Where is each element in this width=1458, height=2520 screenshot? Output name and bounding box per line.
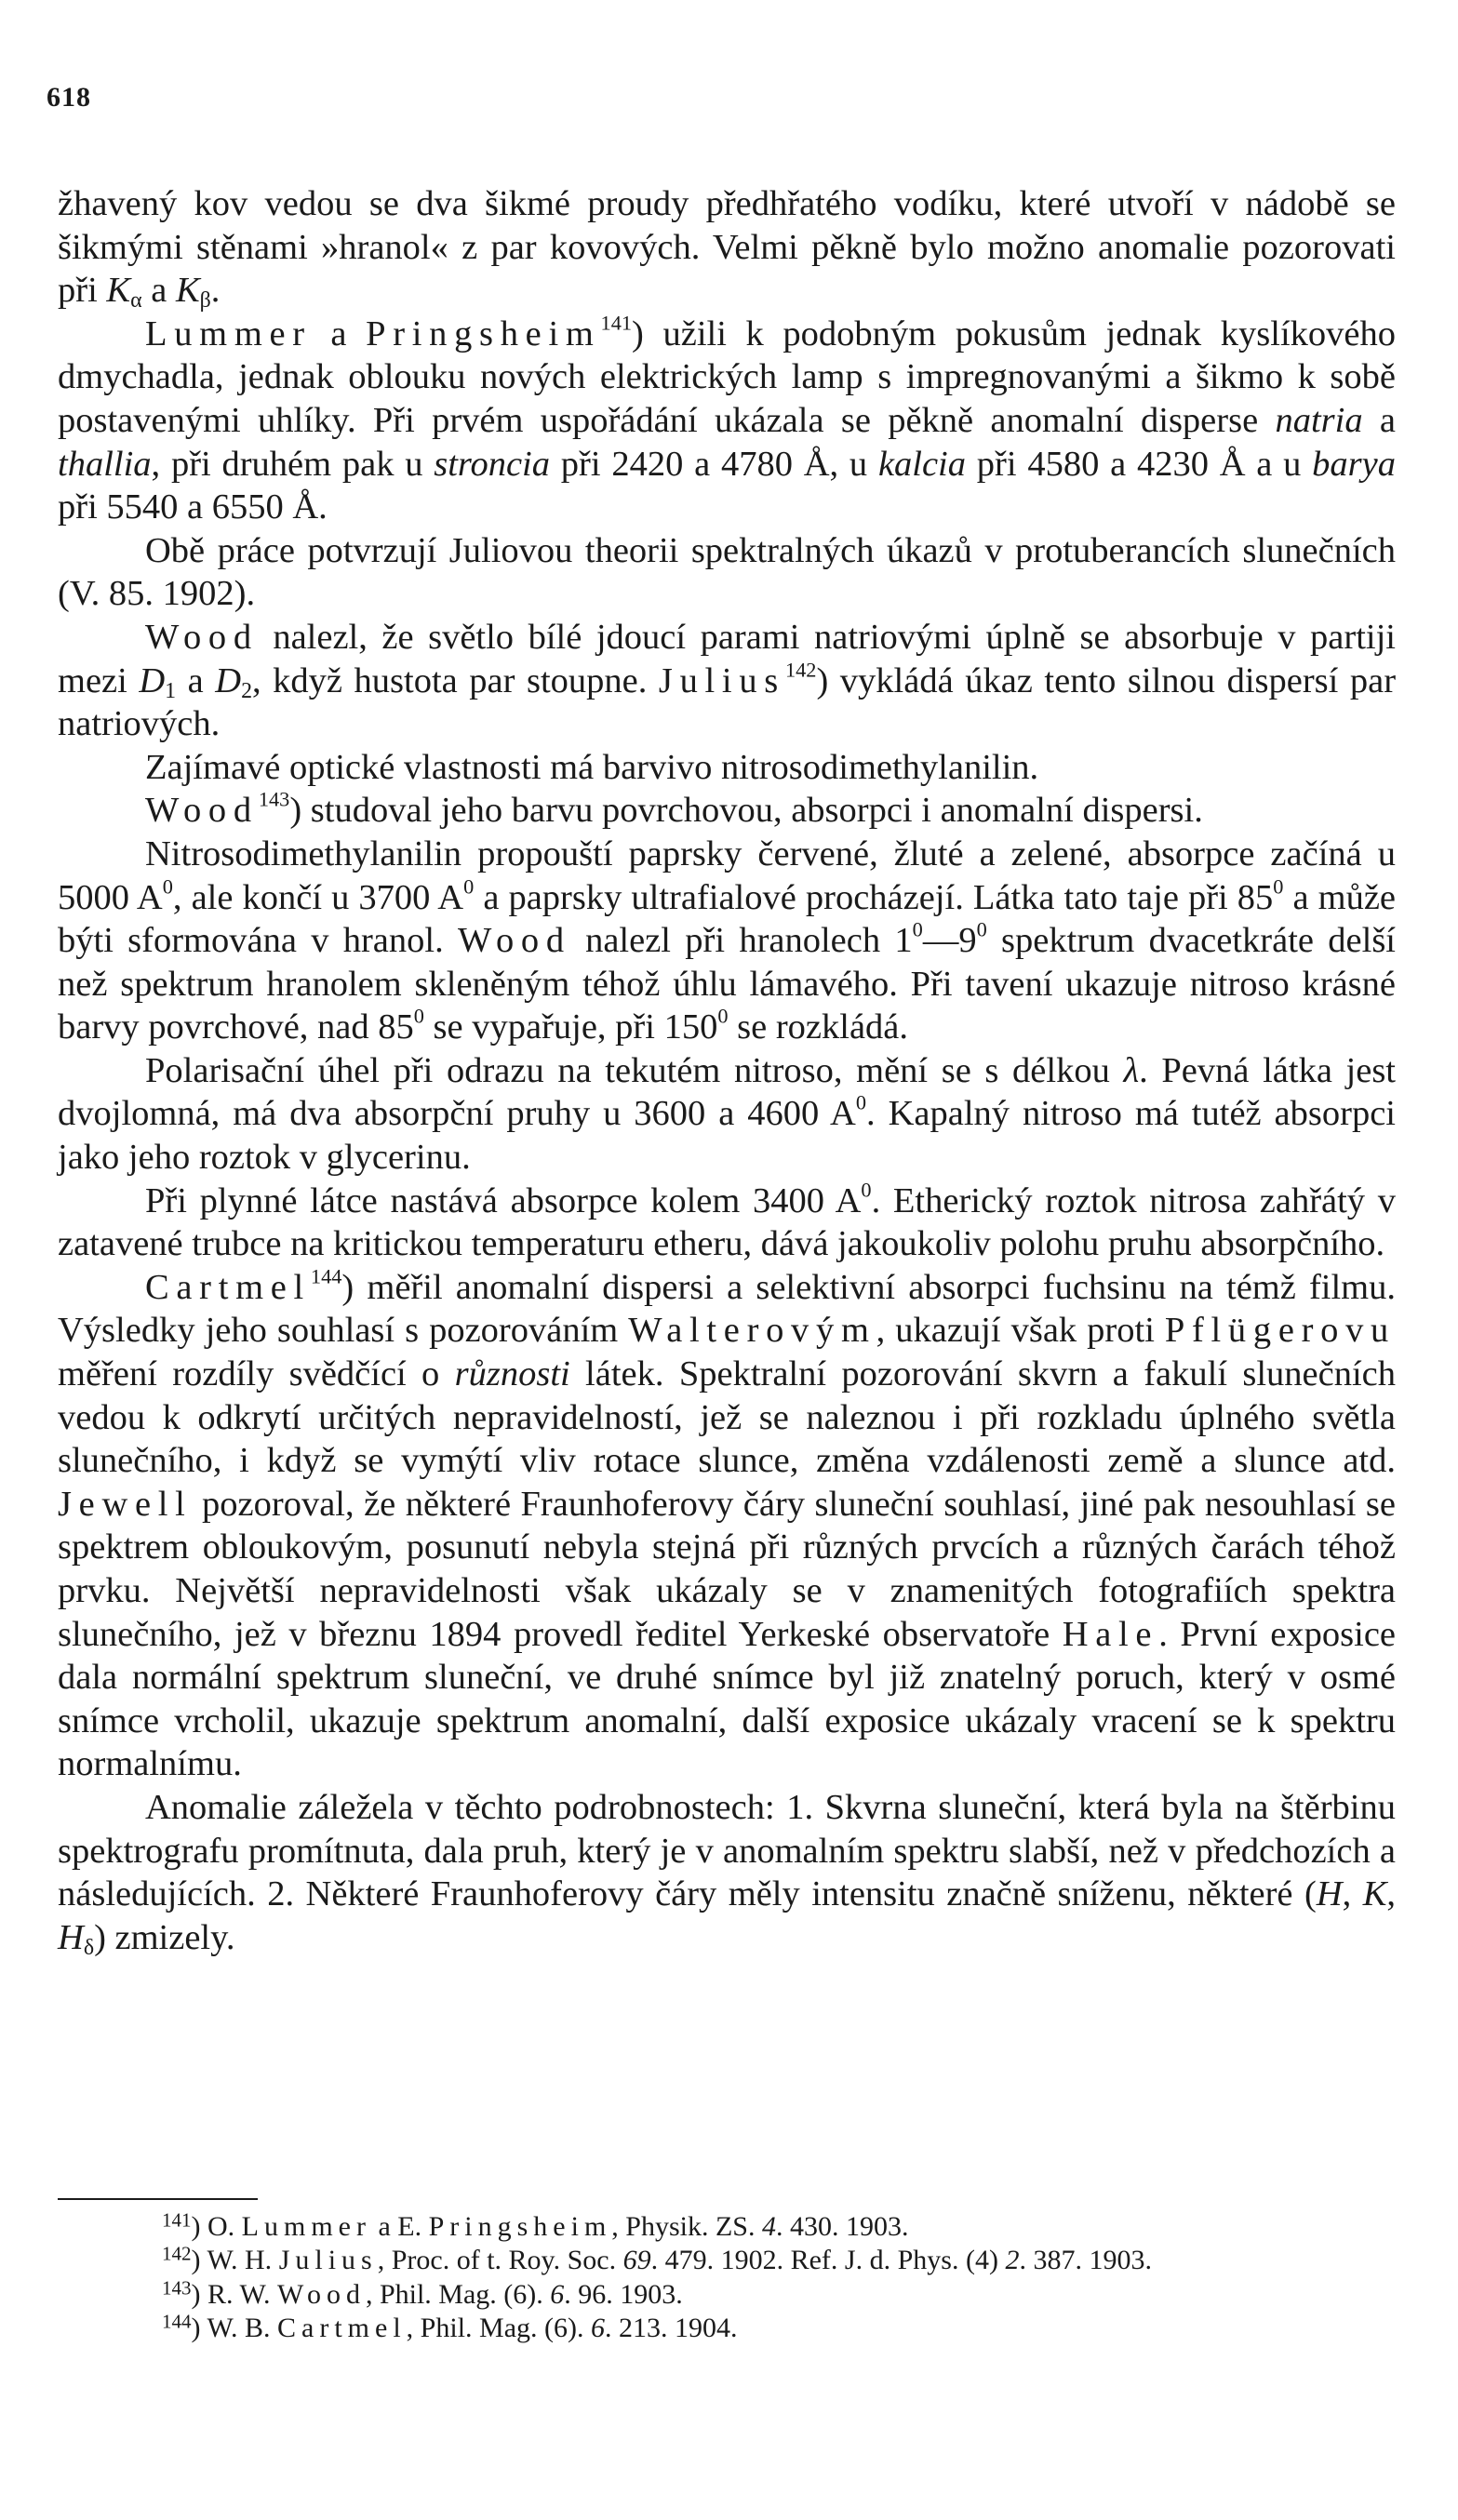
text-run: . 387. 1903. (1019, 2245, 1152, 2276)
text-run: , když hustota par stoupne. (252, 660, 659, 700)
text-run: 4 (762, 2211, 776, 2242)
text-run: Nitrosodimethylanilin propouští paprsky červené, žluté a zelené, absorpce začíná u 5000 A (58, 833, 1396, 917)
text-run: a (141, 271, 176, 311)
text-run: a E. (370, 2211, 429, 2242)
text-run: kalcia (877, 444, 967, 484)
text-run: , Proc. of t. Roy. Soc. (377, 2245, 623, 2276)
text-run: Při plynné látce nastává absorpce kolem 3400 A (145, 1180, 862, 1220)
text-run: pozoroval, že některé Fraunhoferovy čáry sluneční souhlasí, jiné pak nesouhlasí se spektrem obloukovým, posunutí nebyla stejná při různých prvcích a různých čarách téhož prvku. Největší nepravidelnosti však ukázaly se v znamenitých fotografiích spektra slunečního, jež v březnu 1894 provedl ředitel Yerkeské observatoře (58, 1484, 1396, 1654)
text-run: , ukazují však proti (876, 1311, 1165, 1351)
text-run: Lummer (145, 313, 312, 353)
footnote (58, 2312, 1396, 2345)
text-run: se rozkládá. (728, 1007, 908, 1047)
text-run: 0 (855, 1090, 867, 1114)
text-run: 0 (717, 1004, 729, 1028)
text-run: 142 (784, 657, 817, 681)
text-run: a paprsky ultrafialové procházejí. Látka tato taje při 85 (474, 877, 1274, 917)
text-run: 0 (1273, 873, 1284, 898)
text-run: spektrum dvacetkráte delší než spektrum hranolem skleněným téhož úhlu lámavého. Při tavení ukazuje nitroso krásné barvy povrchové, nad 85 (58, 921, 1396, 1047)
text-run: . Pevná látka jest dvojlomná, má dva absorpční pruhy u 3600 a 4600 A (58, 1050, 1396, 1134)
text-run: Zajímavé optické vlastnosti má barvivo nitrosodimethylanilin. (145, 747, 1039, 787)
text-run: , Physik. ZS. (611, 2211, 762, 2242)
paragraph (58, 182, 1396, 313)
text-run: Cartmel (145, 1267, 311, 1307)
text-run: . První exposice dala normální spektrum sluneční, ve druhé snímce byl již znatelný poruch, který v osmé snímce vrcholil, ukazuje spektrum anomalní, další exposice ukázaly vracení se k spektru normalnímu. (58, 1614, 1396, 1784)
page-number: 618 (47, 82, 91, 113)
footnote (58, 2210, 1396, 2244)
text-run: H (58, 1917, 84, 1957)
footnote (58, 2244, 1396, 2277)
text-run: Anomalie záležela v těchto podrobnostech: 1. Skvrna sluneční, která byla na štěrbinu spektrografu promítnuta, dala pruh, který je v anomalním spektru slabší, než v předchozích a následujících. 2. Některé Fraunhoferovy čáry měly intensitu značně sníženu, některé ( (58, 1787, 1396, 1914)
text-run: K (106, 271, 131, 311)
text-run: 143 (258, 787, 290, 811)
paragraph (58, 1786, 1396, 1959)
footnote (58, 2278, 1396, 2312)
text-run: 0 (912, 917, 923, 941)
text-run: 2 (1005, 2245, 1020, 2276)
text-run: 0 (413, 1004, 424, 1028)
text-run: , (1342, 1874, 1363, 1914)
text-run: žhavený kov vedou se dva šikmé proudy předhřatého vodíku, které utvoří v nádobě se šikmými stěnami »hranol« z par kovových. Velmi pěkně bylo možno anomalie pozorovati při (58, 184, 1396, 311)
text-run: Polarisační úhel při odrazu na tekutém nitroso, mění se s délkou (145, 1050, 1124, 1090)
text-run: . 430. 1903. (776, 2211, 909, 2242)
text-run: D (139, 660, 166, 700)
text-run: . Kapalný nitroso má tutéž absorpci jako jeho roztok v glycerinu. (58, 1094, 1396, 1178)
text-run: Julius (658, 660, 785, 700)
text-run: λ (1123, 1050, 1140, 1090)
text-run: Wood (145, 791, 259, 831)
text-run: nalezl, že světlo bílé jdoucí parami natriovými úplně se absorbuje v partiji mezi (58, 617, 1396, 700)
text-run: Pringsheim (366, 313, 601, 353)
text-run: —9 (922, 921, 977, 961)
text-run: 6 (591, 2313, 605, 2344)
text-run: , Phil. Mag. (6). (406, 2313, 591, 2344)
text-run: , při druhém pak u (151, 444, 435, 484)
text-run: 69 (622, 2245, 651, 2276)
paragraph (58, 616, 1396, 746)
text-run: barya (1312, 444, 1396, 484)
text-run: 6 (550, 2278, 565, 2310)
text-run: 0 (976, 917, 987, 941)
text-run: a (176, 660, 216, 700)
text-run: látek. Spektralní pozorování skvrn a fakulí slunečních vedou k odkrytí určitých nepravidelností, jež se naleznou i při rozkladu úplného světla slunečního, i když se vymýtí vliv rotace slunce, změna vzdálenosti země a slunce atd. (58, 1354, 1396, 1481)
text-run: ) O. (191, 2211, 242, 2242)
text-run: , ale končí u 3700 A (172, 877, 464, 917)
footnotes (58, 2210, 1396, 2346)
text-run: 142 (162, 2242, 192, 2265)
text-run: δ (83, 1935, 95, 1960)
footnote-rule (58, 2198, 258, 2200)
text-run: při 5540 a 6550 Å. (58, 487, 328, 527)
text-run: při 4580 a 4230 Å a u (966, 444, 1313, 484)
text-run: Julius (278, 2245, 378, 2276)
text-run: a (311, 313, 367, 353)
text-run: Jewell (58, 1484, 193, 1524)
paragraph (58, 1266, 1396, 1786)
text-run: 143 (162, 2276, 192, 2300)
text-run: thallia (58, 444, 152, 484)
paragraph (58, 1049, 1396, 1180)
body-text (58, 182, 1396, 1959)
text-run: ) W. H. (191, 2245, 279, 2276)
paragraph (58, 746, 1396, 790)
text-run: Cartmel (277, 2313, 407, 2344)
text-run: 141 (600, 311, 633, 335)
text-run: 0 (162, 873, 173, 898)
text-run: Obě práce potvrzují Juliovou theorii spektralných úkazů v protuberancích slunečních (V. 85. 1902). (58, 530, 1396, 614)
text-run: K (1362, 1874, 1387, 1914)
text-run: Lummer (241, 2211, 371, 2242)
text-run: , (1386, 1874, 1396, 1914)
text-run: ) užili k podobným pokusům jednak kyslíkového dmychadla, jednak oblouku nových elektrických lamp s impregnovanými a šikmo k sobě postavenými uhlíky. Při prvém uspořádání ukázala se pěkně anomalní disperse (58, 313, 1396, 440)
text-run: natria (1275, 400, 1363, 440)
paragraph (58, 313, 1396, 529)
text-run: různosti (454, 1354, 570, 1394)
paragraph (58, 529, 1396, 616)
text-run: α (130, 288, 142, 313)
paragraph (58, 1177, 1396, 1266)
text-run: 2 (241, 678, 253, 703)
text-run: Pringsheim (428, 2211, 612, 2242)
text-run: . 479. 1902. Ref. J. d. Phys. (4) (650, 2245, 1006, 2276)
text-run: a může býti sformována v hranol. (58, 877, 1397, 961)
text-run: Hale (1062, 1614, 1159, 1654)
text-run: Wood (145, 617, 259, 657)
text-run: ) R. W. (191, 2278, 278, 2310)
text-run: stroncia (434, 444, 551, 484)
text-run: K (175, 271, 200, 311)
text-run: Wood (458, 921, 571, 961)
text-run: se vypařuje, při 150 (423, 1007, 718, 1047)
text-run: 0 (463, 873, 475, 898)
text-run: ) zmizely. (94, 1917, 235, 1957)
text-run: . 213. 1904. (605, 2313, 738, 2344)
text-run: a (1362, 400, 1396, 440)
text-run: 144 (162, 2310, 192, 2333)
text-run: . Etherický roztok nitrosa zahřátý v zatavené trubce na kritickou temperaturu etheru, dává jakoukoliv polohu pruhu absorpčního. (58, 1180, 1396, 1264)
text-run: Walterovým (628, 1311, 876, 1351)
text-run: ) měřil anomalní dispersi a selektivní absorpci fuchsinu na témž filmu. Výsledky jeho souhlasí s pozorováním (58, 1267, 1396, 1351)
text-run: 0 (861, 1177, 872, 1201)
text-run: 144 (310, 1264, 342, 1288)
text-run: při 2420 a 4780 Å, u (550, 444, 878, 484)
text-run: H (1316, 1874, 1343, 1914)
text-run: . (210, 271, 221, 311)
text-run: , Phil. Mag. (6). (365, 2278, 551, 2310)
text-run: β (199, 288, 211, 313)
text-run: Wood (277, 2278, 366, 2310)
text-run: nalezl při hranolech 1 (570, 921, 913, 961)
paragraph (58, 789, 1396, 833)
text-run: měření rozdíly svědčící o (58, 1354, 455, 1394)
text-run: ) W. B. (191, 2313, 278, 2344)
text-run: 141 (162, 2208, 192, 2232)
text-run: Pflügerovu (1164, 1311, 1396, 1351)
text-run: D (215, 660, 242, 700)
paragraph (58, 833, 1396, 1049)
text-run: . 96. 1903. (564, 2278, 683, 2310)
text-run: ) studoval jeho barvu povrchovou, absorpci i anomalní dispersi. (289, 791, 1203, 831)
text-run: ) vykládá úkaz tento silnou dispersí par natriových. (58, 660, 1397, 744)
text-run: 1 (165, 678, 177, 703)
